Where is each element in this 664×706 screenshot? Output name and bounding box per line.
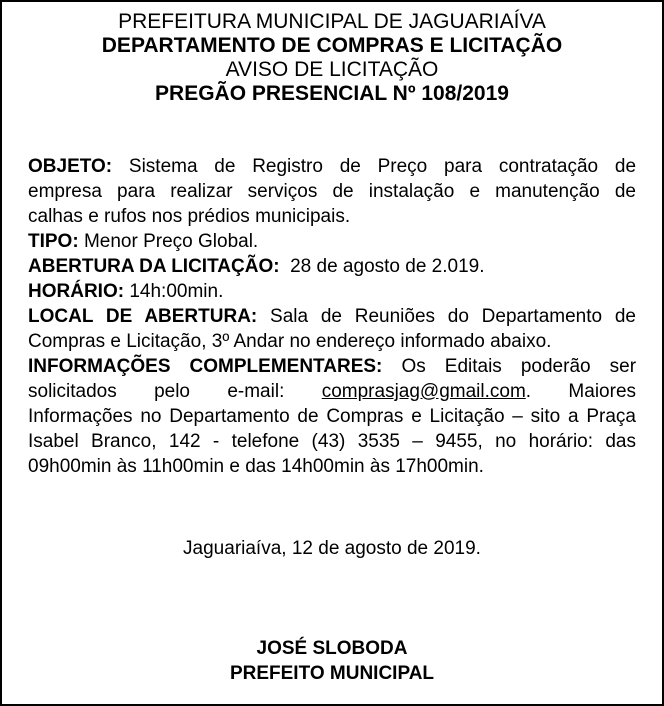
- informacoes-label: INFORMAÇÕES COMPLEMENTARES:: [28, 356, 383, 377]
- objeto-text-2: empresa para realizar serviços de instalação e manutenção de: [28, 181, 636, 202]
- signature-block: [28, 636, 636, 686]
- header-notice-type: AVISO DE LICITAÇÃO: [225, 58, 439, 81]
- objeto-line-3: [28, 204, 636, 229]
- informacoes-line-2: [28, 379, 636, 404]
- paragraph-objeto: [28, 154, 636, 229]
- header-org-name: PREFEITURA MUNICIPAL DE JAGUARIAÍVA: [118, 10, 546, 33]
- paragraph-tipo: [28, 229, 636, 254]
- local-text-1: Sala de Reuniões do Departamento de: [270, 306, 636, 327]
- document-header: [28, 10, 636, 106]
- paragraph-local: [28, 304, 636, 354]
- local-line-1: [28, 304, 636, 329]
- informacoes-text-2b: . Maiores: [525, 381, 637, 402]
- abertura-label: ABERTURA DA LICITAÇÃO:: [28, 256, 280, 277]
- objeto-line-1: [28, 154, 636, 179]
- tipo-text: Menor Preço Global.: [83, 231, 259, 252]
- horario-line: [28, 279, 636, 304]
- informacoes-line-4: [28, 429, 636, 454]
- objeto-text-3: calhas e rufos nos prédios municipais.: [28, 206, 351, 227]
- date-line: Jaguariaíva, 12 de agosto de 2019.: [183, 538, 481, 559]
- document-body: [28, 154, 636, 479]
- informacoes-line-1: [28, 354, 636, 379]
- local-text-2: Compras e Licitação, 3º Andar no endereço informado abaixo.: [28, 331, 552, 352]
- informacoes-line-3: [28, 404, 636, 429]
- objeto-label: OBJETO:: [28, 156, 113, 177]
- paragraph-horario: [28, 279, 636, 304]
- horario-text: 14h:00min.: [129, 281, 224, 302]
- tipo-line: [28, 229, 636, 254]
- abertura-text: 28 de agosto de 2.019.: [284, 256, 485, 277]
- header-auction-number: PREGÃO PRESENCIAL Nº 108/2019: [155, 82, 509, 105]
- signature-title: PREFEITO MUNICIPAL: [229, 663, 435, 684]
- header-department: DEPARTAMENTO DE COMPRAS E LICITAÇÃO: [101, 34, 563, 57]
- objeto-text-1: Sistema de Registro de Preço para contratação de: [128, 156, 637, 177]
- paragraph-abertura: [28, 254, 636, 279]
- informacoes-text-2a: solicitados pelo e-mail:: [28, 381, 285, 402]
- signature-name: JOSÉ SLOBODA: [256, 638, 408, 659]
- informacoes-text-1: Os Editais poderão ser: [401, 356, 637, 377]
- informacoes-line-5: [28, 454, 636, 479]
- informacoes-text-3: Informações no Departamento de Compras e Licitação – sito a Praça: [28, 406, 636, 427]
- tipo-label: TIPO:: [28, 231, 79, 252]
- informacoes-text-5: 09h00min às 11h00min e das 14h00min às 17h00min.: [28, 456, 484, 477]
- objeto-line-2: [28, 179, 636, 204]
- paragraph-informacoes: [28, 354, 636, 479]
- local-line-2: [28, 329, 636, 354]
- informacoes-text-4: Isabel Branco, 142 - telefone (43) 3535 – 9455, no horário: das: [28, 431, 636, 452]
- local-label: LOCAL DE ABERTURA:: [28, 306, 258, 327]
- email-address: comprasjag@gmail.com: [321, 381, 526, 402]
- horario-label: HORÁRIO:: [28, 281, 125, 302]
- abertura-line: [28, 254, 636, 279]
